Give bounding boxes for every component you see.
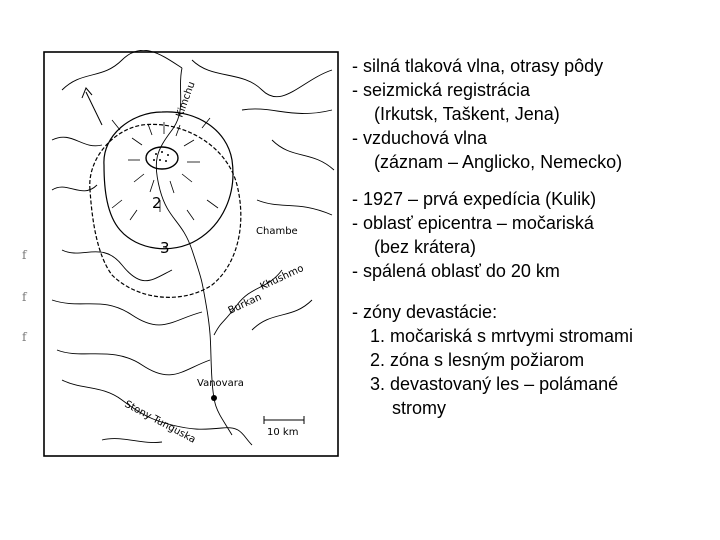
note-line: 2. zóna s lesným požiarom xyxy=(370,350,585,370)
note-line: - silná tlaková vlna, otrasy pôdy xyxy=(352,56,604,76)
note-line: - spálená oblasť do 20 km xyxy=(352,261,560,281)
margin-mark: f xyxy=(22,330,27,344)
tunguska-map xyxy=(42,50,340,458)
label-chambe: Chambe xyxy=(256,226,298,237)
note-line: (Irkutsk, Taškent, Jena) xyxy=(374,104,560,124)
note-line: - seizmická registrácia xyxy=(352,80,531,100)
label-zone-2: 2 xyxy=(152,194,162,212)
notes-column xyxy=(352,54,712,420)
margin-mark: f xyxy=(22,290,27,304)
label-stony-tunguska: Stony Tunguska xyxy=(122,398,198,446)
note-line: 3. devastovaný les – polámané xyxy=(370,374,619,394)
label-burkan: Burkan xyxy=(226,291,264,317)
note-line: - zóny devastácie: xyxy=(352,302,498,322)
note-line: - 1927 – prvá expedícia (Kulik) xyxy=(352,189,597,209)
label-kimchu: Kimchu xyxy=(174,80,198,120)
note-line: stromy xyxy=(392,398,446,418)
vanovara-marker xyxy=(211,395,217,401)
label-zone-3: 3 xyxy=(160,239,170,257)
note-line: - oblasť epicentra – močariská xyxy=(352,213,594,233)
note-line: (záznam – Anglicko, Nemecko) xyxy=(374,152,623,172)
margin-mark: f xyxy=(22,248,27,262)
label-vanovara: Vanovara xyxy=(197,378,244,389)
label-khushmo: Khushmo xyxy=(258,263,306,293)
label-scale: 10 km xyxy=(267,427,299,438)
note-line: - vzduchová vlna xyxy=(352,128,488,148)
note-line: 1. močariská s mrtvymi stromami xyxy=(370,326,634,346)
note-line: (bez krátera) xyxy=(374,237,477,257)
